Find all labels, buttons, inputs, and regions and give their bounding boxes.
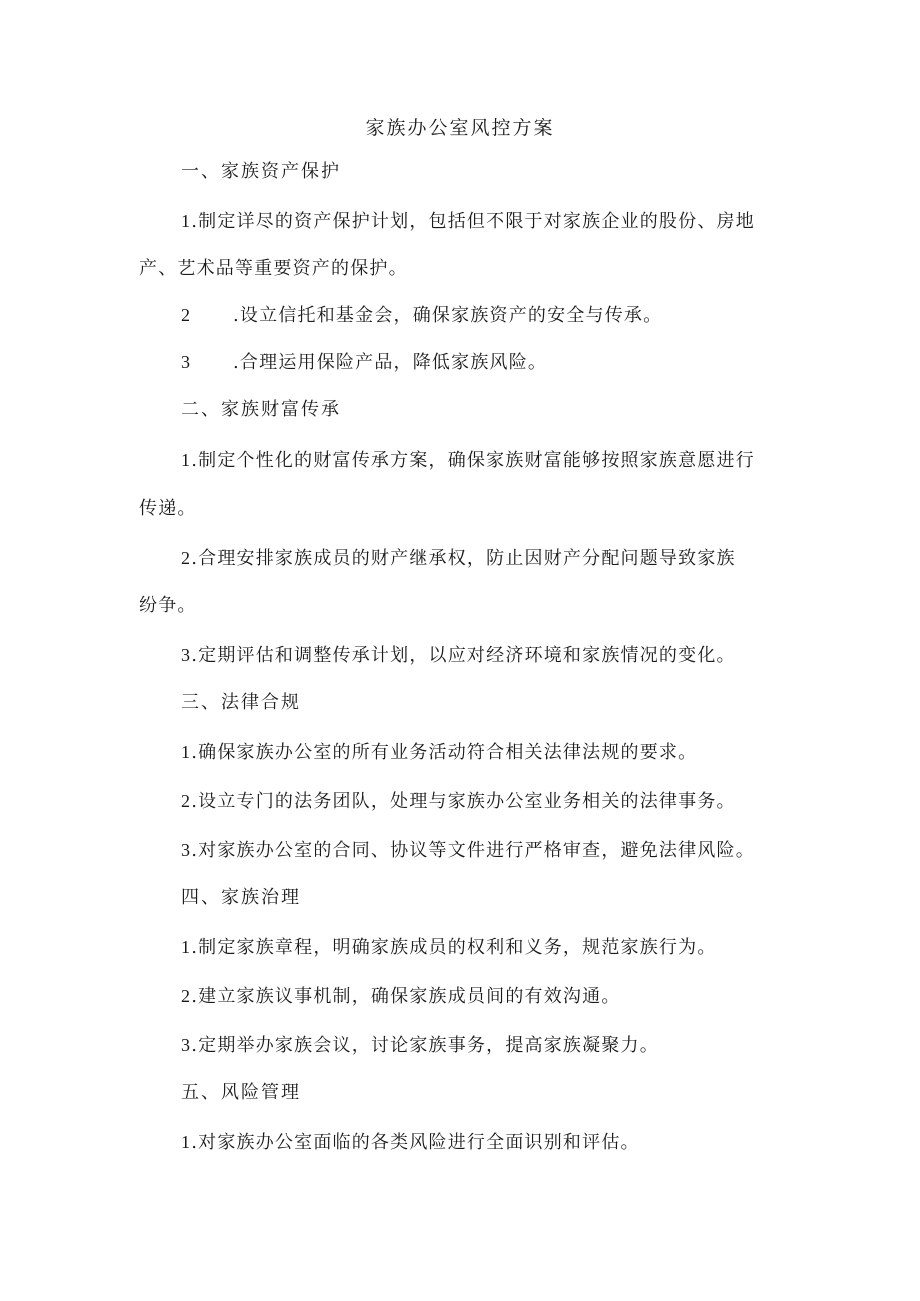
item-number: 3 xyxy=(181,352,192,372)
list-item-continuation: 纷争。 xyxy=(139,595,197,616)
list-item xyxy=(181,1128,640,1157)
list-item xyxy=(181,348,547,377)
item-number: 3 xyxy=(181,840,192,860)
item-text: .对家族办公室的合同、协议等文件进行严格审查，避免法律风险。 xyxy=(191,840,755,861)
item-number: 2 xyxy=(181,791,192,811)
section-heading-risk-management: 五、风险管理 xyxy=(181,1082,301,1103)
item-text: .建立家族议事机制，确保家族成员间的有效沟通。 xyxy=(191,986,621,1007)
section-heading-family-governance: 四、家族治理 xyxy=(181,887,301,908)
section-heading-legal-compliance: 三、法律合规 xyxy=(181,692,301,713)
item-text: .设立信托和基金会，确保家族资产的安全与传承。 xyxy=(233,305,663,326)
document-title: 家族办公室风控方案 xyxy=(365,117,555,139)
list-item xyxy=(181,544,736,573)
item-text: .合理安排家族成员的财产继承权，防止因财产分配问题导致家族 xyxy=(191,548,736,569)
list-item xyxy=(181,787,736,816)
item-number: 3 xyxy=(181,1035,192,1055)
section-heading-wealth-inheritance: 二、家族财富传承 xyxy=(181,399,341,420)
item-text: .确保家族办公室的所有业务活动符合相关法律法规的要求。 xyxy=(191,742,698,763)
item-number: 2 xyxy=(181,548,192,568)
list-item xyxy=(181,301,662,330)
item-text: .制定个性化的财富传承方案，确保家族财富能够按照家族意愿进行 xyxy=(191,450,755,471)
item-text: .合理运用保险产品，降低家族风险。 xyxy=(233,352,548,373)
list-item xyxy=(181,446,755,475)
list-item-continuation: 产、艺术品等重要资产的保护。 xyxy=(139,258,408,279)
item-number: 1 xyxy=(181,742,192,762)
item-number: 2 xyxy=(181,986,192,1006)
item-number: 2 xyxy=(181,305,192,325)
item-text: .制定详尽的资产保护计划，包括但不限于对家族企业的股份、房地 xyxy=(191,211,755,232)
item-number: 1 xyxy=(181,450,192,470)
item-text: .制定家族章程，明确家族成员的权利和义务，规范家族行为。 xyxy=(191,937,717,958)
list-item xyxy=(181,982,621,1011)
item-text: .对家族办公室面临的各类风险进行全面识别和评估。 xyxy=(191,1132,640,1153)
list-item xyxy=(181,641,736,670)
list-item-continuation: 传递。 xyxy=(139,498,197,519)
item-number: 3 xyxy=(181,645,192,665)
list-item xyxy=(181,207,755,236)
list-item xyxy=(181,1031,659,1060)
list-item xyxy=(181,836,755,865)
item-number: 1 xyxy=(181,1132,192,1152)
item-text: .设立专门的法务团队，处理与家族办公室业务相关的法律事务。 xyxy=(191,791,736,812)
section-heading-asset-protection: 一、家族资产保护 xyxy=(181,161,341,182)
list-item xyxy=(181,933,717,962)
item-number: 1 xyxy=(181,937,192,957)
item-text: .定期举办家族会议，讨论家族事务，提高家族凝聚力。 xyxy=(191,1035,659,1056)
item-number: 1 xyxy=(181,211,192,231)
item-text: .定期评估和调整传承计划，以应对经济环境和家族情况的变化。 xyxy=(191,645,736,666)
list-item xyxy=(181,738,697,767)
